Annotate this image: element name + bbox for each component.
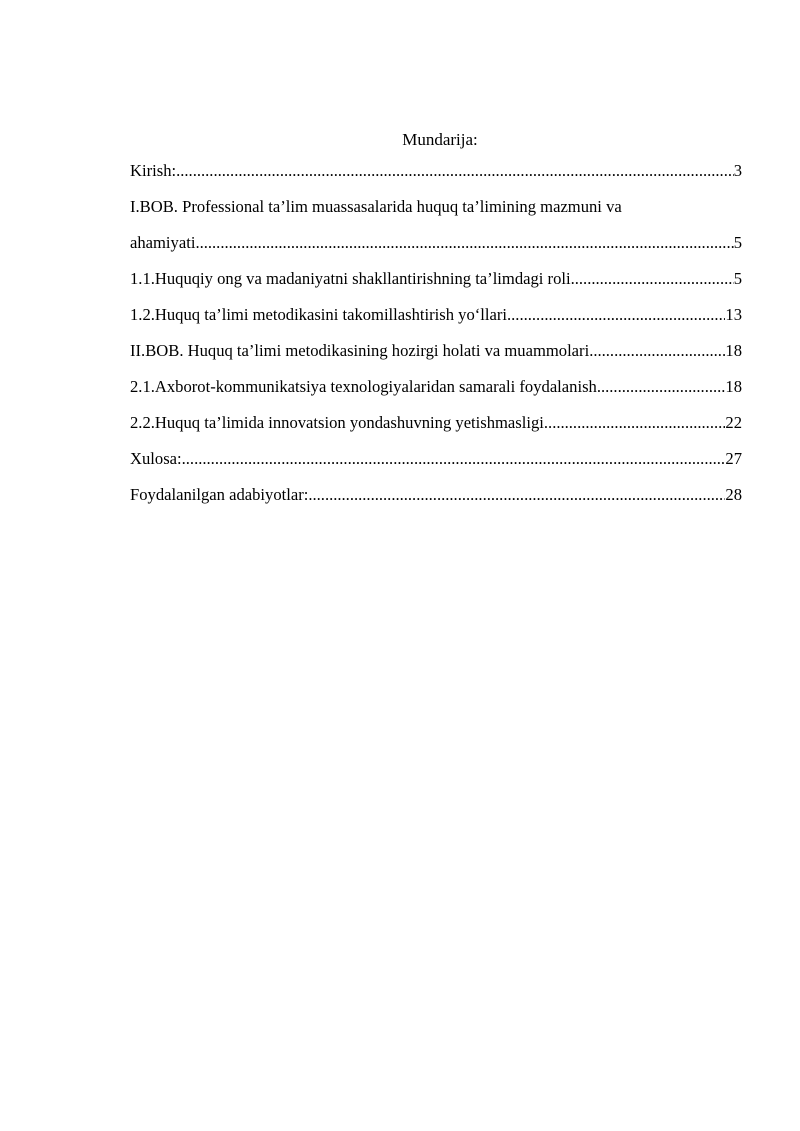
- toc-page-number: 13: [725, 305, 742, 324]
- toc-entry-text: 1.2.Huquq ta’limi metodikasini takomillashtirish yo‘llari: [130, 305, 507, 324]
- toc-entry-text: Xulosa:: [130, 449, 182, 468]
- dot-leader: [571, 268, 734, 290]
- toc-entry-references: [130, 484, 742, 506]
- dot-leader: [597, 376, 726, 398]
- toc-entry-section-1-1: [130, 268, 742, 290]
- dot-leader: [308, 484, 725, 506]
- toc-entry-text: II.BOB. Huquq ta’limi metodikasining hozirgi holati va muammolari: [130, 341, 590, 360]
- toc-page-number: 27: [725, 449, 742, 468]
- toc-page-number: 28: [725, 485, 742, 504]
- dot-leader: [176, 160, 734, 182]
- toc-entry-kirish: [130, 160, 742, 182]
- toc-entry-text: 2.1.Axborot-kommunikatsiya texnologiyalaridan samarali foydalanish: [130, 377, 597, 396]
- toc-entry-section-2-2: [130, 412, 742, 434]
- toc-entry-text: ahamiyati: [130, 233, 196, 252]
- toc-entry-text-line1: I.BOB. Professional ta’lim muassasalarida huquq ta’limining mazmuni va: [130, 197, 622, 216]
- dot-leader: [182, 448, 726, 470]
- toc-title: Mundarija:: [402, 130, 478, 149]
- toc-page-number: 3: [733, 161, 742, 180]
- toc-entry-xulosa: [130, 448, 742, 470]
- toc-entry-section-2-1: [130, 376, 742, 398]
- toc-page-number: 5: [733, 269, 742, 288]
- dot-leader: [195, 232, 733, 254]
- toc-page-number: 18: [725, 377, 742, 396]
- toc-entry-text: Foydalanilgan adabiyotlar:: [130, 485, 309, 504]
- table-of-contents: [130, 128, 742, 506]
- toc-entry-text: Kirish:: [130, 161, 177, 180]
- toc-entry-chapter-1: [130, 196, 742, 254]
- dot-leader: [589, 340, 725, 362]
- toc-page-number: 22: [725, 413, 742, 432]
- toc-entry-text: 1.1.Huquqiy ong va madaniyatni shakllantirishning ta’limdagi roli: [130, 269, 571, 288]
- dot-leader: [544, 412, 726, 434]
- toc-entry-section-1-2: [130, 304, 742, 326]
- toc-page-number: 18: [725, 341, 742, 360]
- dot-leader: [507, 304, 725, 326]
- toc-entry-text: 2.2.Huquq ta’limida innovatsion yondashuvning yetishmasligi: [130, 413, 544, 432]
- toc-entry-chapter-2: [130, 340, 742, 362]
- toc-page-number: 5: [733, 233, 742, 252]
